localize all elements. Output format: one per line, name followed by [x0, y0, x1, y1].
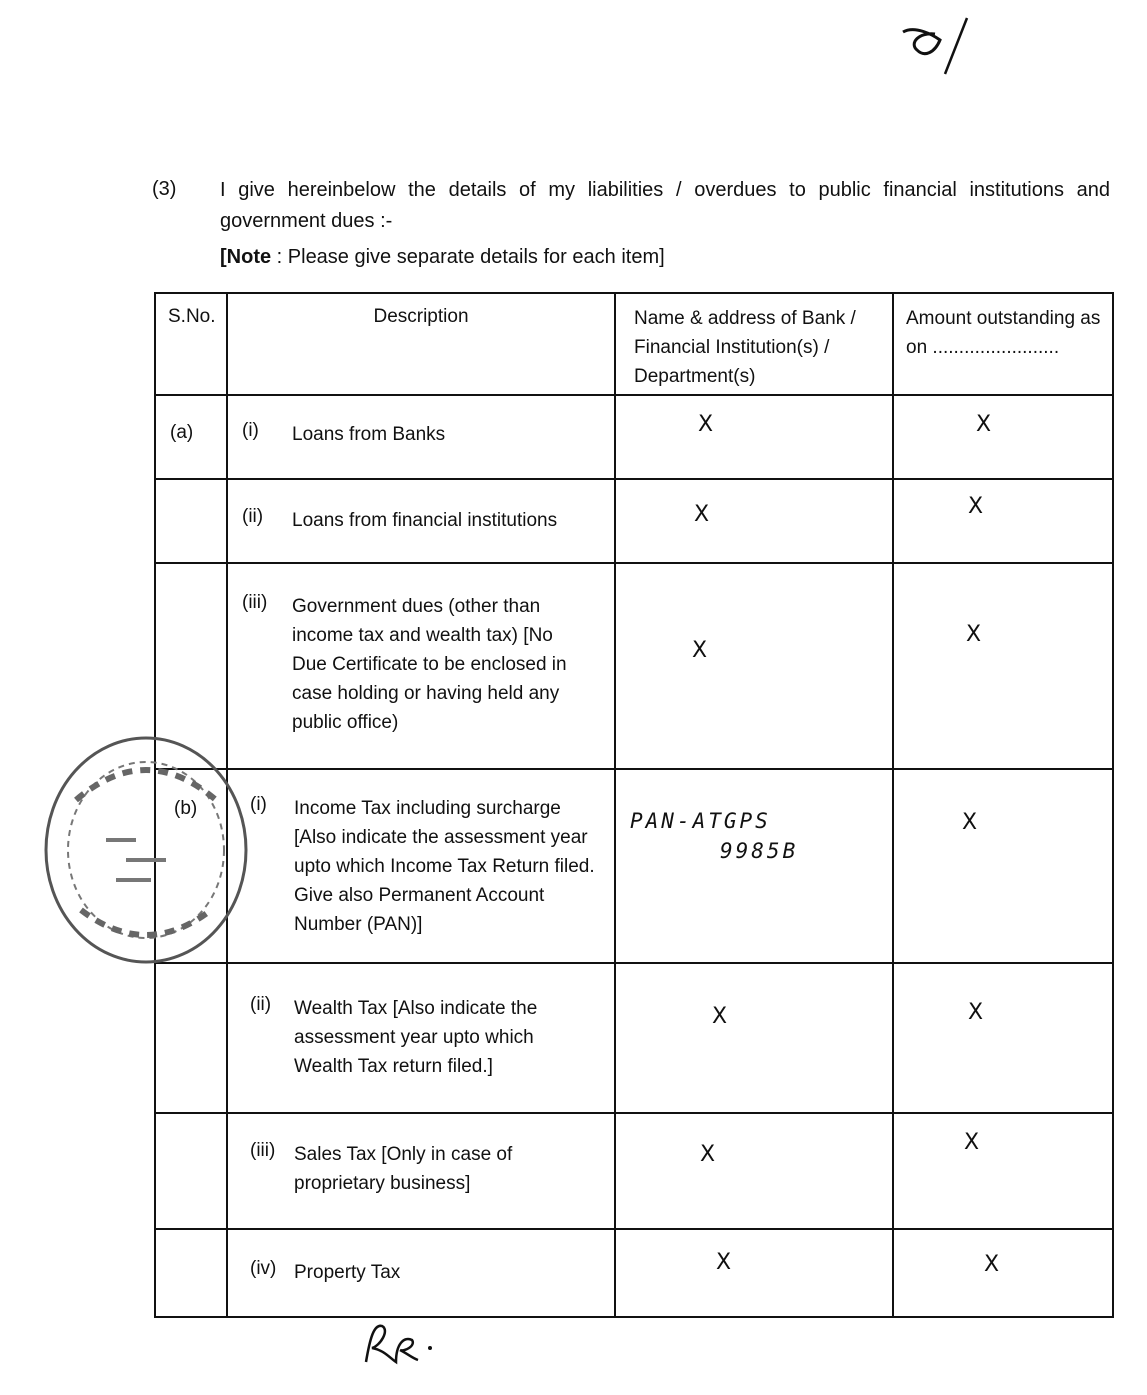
row-description	[227, 1229, 615, 1317]
section-number: (3)	[152, 178, 177, 200]
cross-mark: X	[712, 1004, 728, 1029]
row-amount	[893, 395, 1113, 479]
row-roman: (ii)	[250, 994, 272, 1015]
cross-mark: X	[968, 1000, 984, 1025]
header-bank: Name & address of Bank / Financial Institution(s) / Department(s)	[615, 293, 893, 395]
row-amount	[893, 769, 1113, 963]
row-desc-text: Income Tax including surcharge [Also indicate the assessment year upto which Income Tax Return filed. Give also Permanent Account Number (PAN)]	[294, 798, 595, 935]
section-intro: I give hereinbelow the details of my liabilities / overdues to public financial institutions and government dues :-	[220, 179, 1110, 232]
row-sno	[155, 963, 227, 1113]
cross-mark: X	[694, 502, 710, 527]
header-sno: S.No.	[155, 293, 227, 395]
row-description	[227, 479, 615, 563]
row-bank	[615, 1113, 893, 1229]
cross-mark: X	[966, 622, 982, 647]
row-description	[227, 395, 615, 479]
row-desc-text: Loans from Banks	[292, 424, 446, 445]
cross-mark: X	[962, 810, 978, 835]
row-bank	[615, 479, 893, 563]
row-amount	[893, 963, 1113, 1113]
row-amount	[893, 1113, 1113, 1229]
row-amount	[893, 1229, 1113, 1317]
cross-mark: X	[984, 1252, 1000, 1277]
row-description	[227, 563, 615, 769]
table-row	[155, 1113, 1113, 1229]
cross-mark: X	[968, 494, 984, 519]
row-sno	[155, 1229, 227, 1317]
section-note	[220, 246, 665, 269]
cross-mark: X	[964, 1130, 980, 1155]
table-row	[155, 395, 1113, 479]
row-bank	[615, 963, 893, 1113]
cross-mark: X	[692, 638, 708, 663]
table-row	[155, 479, 1113, 563]
row-roman: (iii)	[250, 1140, 276, 1161]
row-desc-text: Sales Tax [Only in case of proprietary business]	[294, 1144, 513, 1194]
row-desc-text: Government dues (other than income tax and wealth tax) [No Due Certificate to be enclosed in case holding or having held any public office)	[292, 596, 567, 733]
row-bank	[615, 769, 893, 963]
row-roman: (iv)	[250, 1258, 277, 1279]
cross-mark: X	[700, 1142, 716, 1167]
table-row	[155, 963, 1113, 1113]
row-description	[227, 769, 615, 963]
row-roman: (i)	[250, 794, 267, 815]
header-description: Description	[227, 293, 615, 395]
pan-line-2: 9985B	[720, 839, 799, 863]
row-amount	[893, 479, 1113, 563]
row-description	[227, 1113, 615, 1229]
notary-stamp-icon	[36, 730, 254, 970]
note-text: : Please give separate details for each item]	[271, 246, 665, 268]
row-roman: (i)	[242, 420, 259, 441]
row-sno: (b)	[155, 769, 227, 963]
row-desc-text: Property Tax	[294, 1262, 401, 1283]
pan-line-1: PAN-ATGPS	[630, 809, 771, 833]
table-row	[155, 563, 1113, 769]
cross-mark: X	[716, 1250, 732, 1275]
note-label: [Note	[220, 246, 272, 268]
row-desc-text: Loans from financial institutions	[292, 510, 558, 531]
row-desc-text: Wealth Tax [Also indicate the assessment year upto which Wealth Tax return filed.]	[294, 998, 538, 1077]
row-sno	[155, 479, 227, 563]
row-roman: (ii)	[242, 506, 264, 527]
row-roman: (iii)	[242, 592, 268, 613]
row-bank	[615, 395, 893, 479]
signature-icon	[360, 1318, 440, 1368]
cross-mark: X	[976, 412, 992, 437]
table-header-row	[155, 293, 1113, 395]
row-bank	[615, 1229, 893, 1317]
liabilities-table	[154, 292, 1114, 1318]
row-description	[227, 963, 615, 1113]
pan-handwritten	[630, 806, 892, 866]
header-amount: Amount outstanding as on ........................	[893, 293, 1113, 395]
row-bank	[615, 563, 893, 769]
row-sno	[155, 1113, 227, 1229]
row-sno: (a)	[155, 395, 227, 479]
initials-signature-icon	[895, 10, 985, 85]
table-row	[155, 1229, 1113, 1317]
cross-mark: X	[698, 412, 714, 437]
row-amount	[893, 563, 1113, 769]
table-row	[155, 769, 1113, 963]
